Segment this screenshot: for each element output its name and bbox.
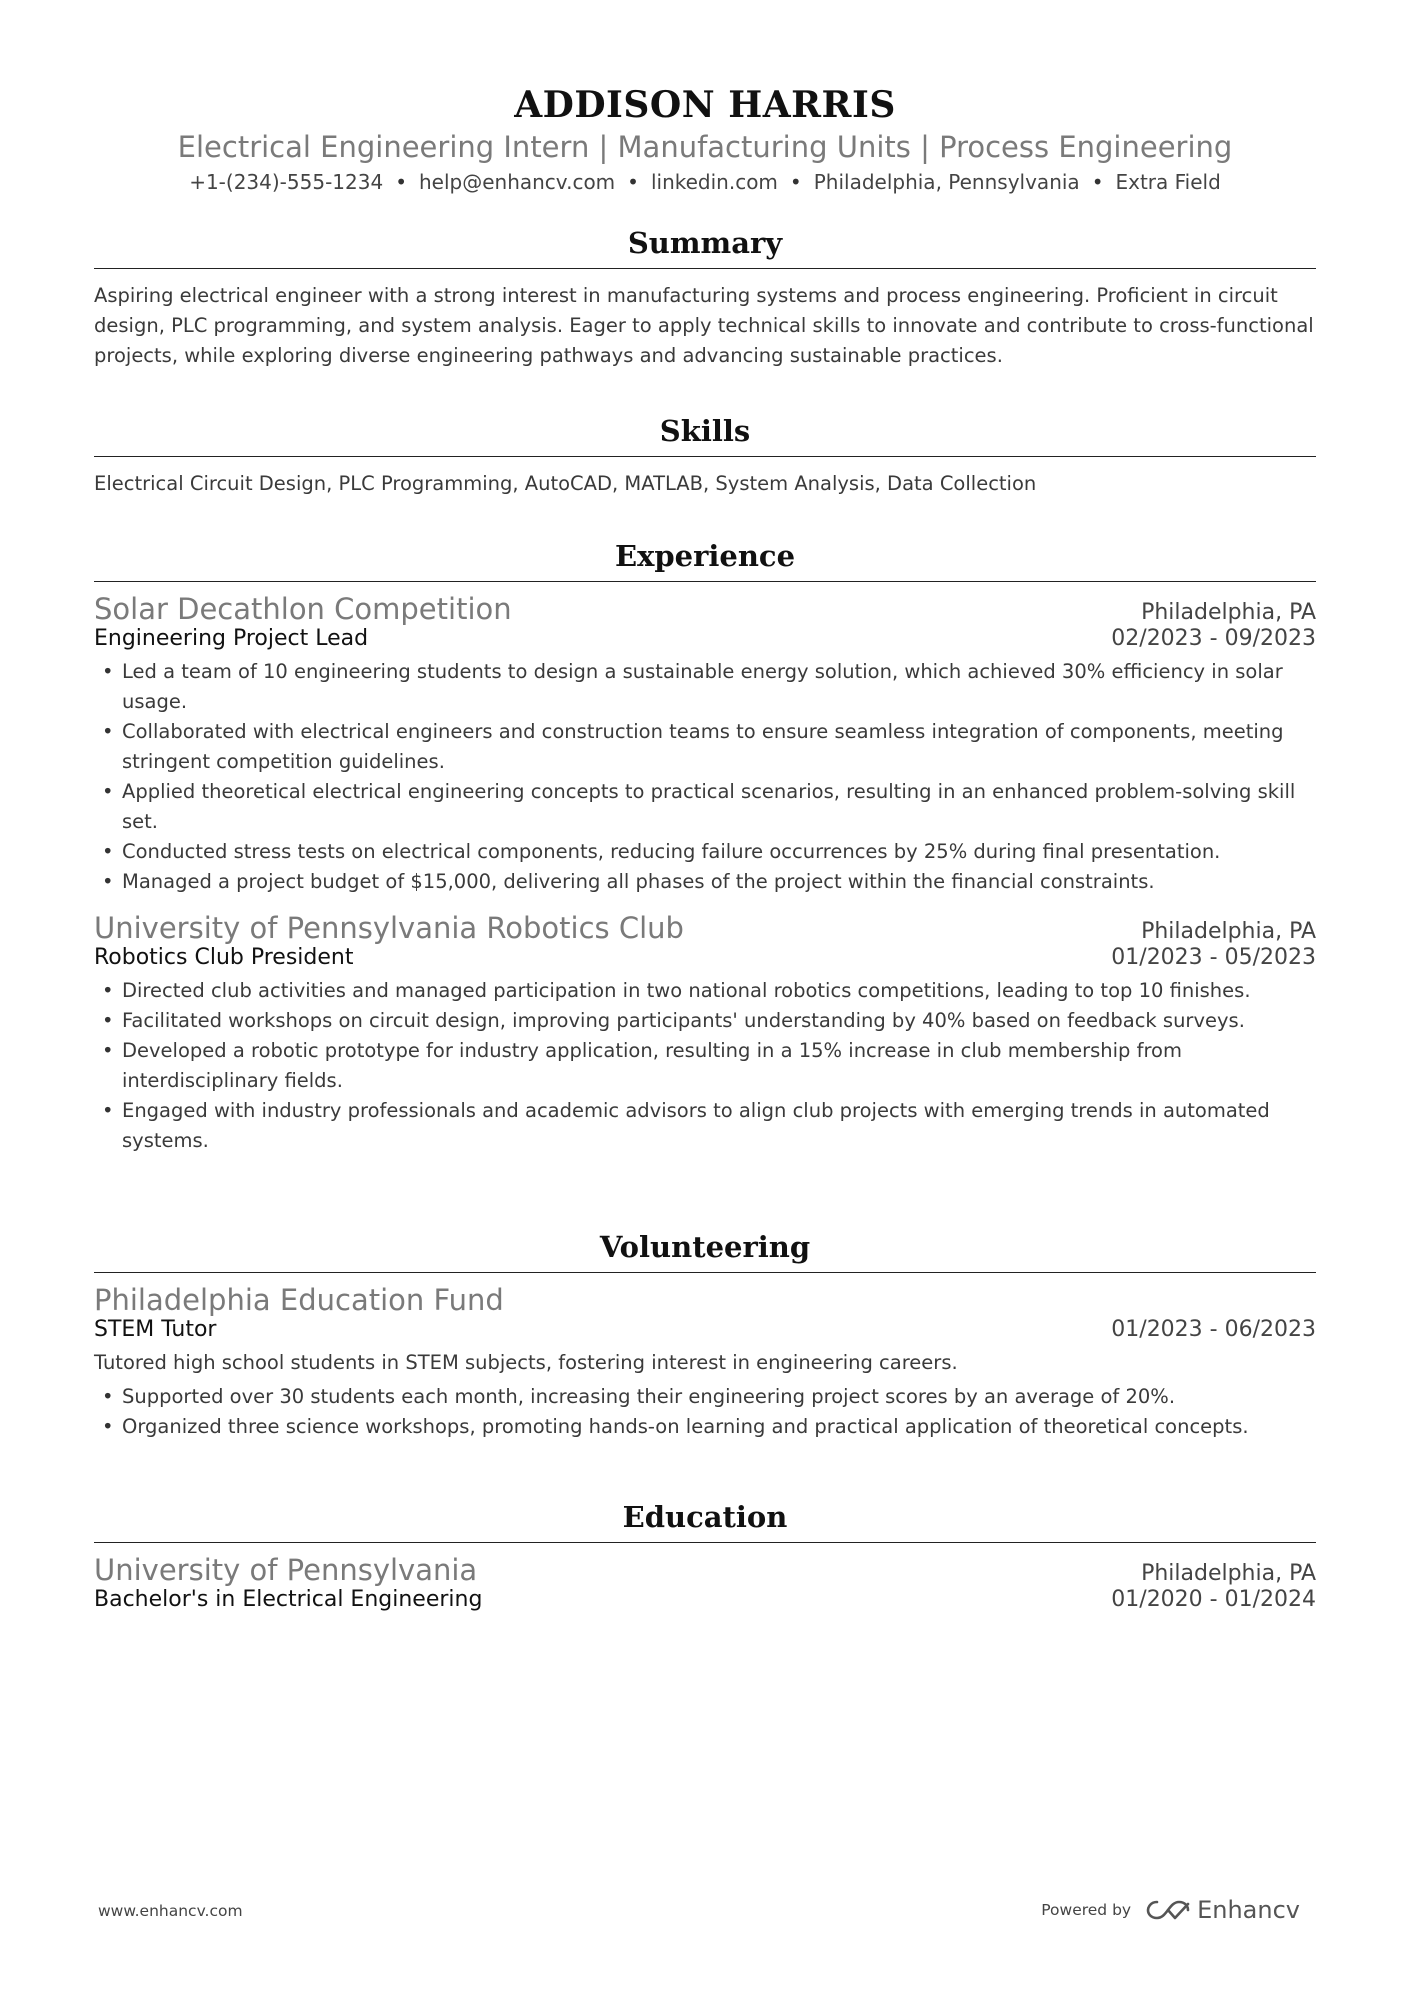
experience-section <box>94 539 1316 1156</box>
bullet-item: • Engaged with industry professionals and academic advisors to align club projects with emerging trends in automated systems. <box>94 1096 1316 1156</box>
entry-bullets <box>94 1382 1316 1442</box>
separator-dot: • <box>1091 170 1104 194</box>
bullet-item: • Facilitated workshops on circuit design, improving participants' understanding by 40% based on feedback surveys. <box>94 1006 1316 1036</box>
skills-text: Electrical Circuit Design, PLC Programming, AutoCAD, MATLAB, System Analysis, Data Collection <box>94 472 1037 495</box>
powered-by-label: Powered by <box>1041 1901 1132 1919</box>
education-section <box>94 1500 1316 1612</box>
skills-title: Skills <box>94 414 1316 457</box>
entry-role-row <box>94 945 1316 970</box>
contact-location: Philadelphia, Pennsylvania <box>813 170 1080 194</box>
enhancv-brand[interactable] <box>1145 1896 1300 1924</box>
bullet-item: • Organized three science workshops, promoting hands-on learning and practical application of theoretical concepts. <box>94 1412 1316 1442</box>
entry-location: Philadelphia, PA <box>1141 600 1316 625</box>
bullet-item: • Applied theoretical electrical engineering concepts to practical scenarios, resulting in an enhanced problem-solving skill set. <box>94 777 1316 837</box>
candidate-headline: Electrical Engineering Intern | Manufacturing Units | Process Engineering <box>177 130 1233 164</box>
entry-role-row <box>94 1317 1316 1342</box>
bullet-item: • Led a team of 10 engineering students to design a sustainable energy solution, which achieved 30% efficiency in solar usage. <box>94 657 1316 717</box>
brand-name: Enhancv <box>1197 1896 1300 1924</box>
entry-organization: University of Pennsylvania <box>94 1553 478 1587</box>
footer-branding <box>1041 1896 1300 1924</box>
volunteering-section <box>94 1230 1316 1442</box>
entry-organization: Solar Decathlon Competition <box>94 592 512 626</box>
education-title: Education <box>94 1500 1316 1543</box>
enhancv-logo-icon <box>1145 1898 1191 1922</box>
entry-header-row <box>94 592 1316 626</box>
summary-title: Summary <box>94 226 1316 269</box>
entry-dates: 02/2023 - 09/2023 <box>1111 626 1316 651</box>
bullet-item: • Collaborated with electrical engineers and construction teams to ensure seamless integration of components, meeting stringent competition guidelines. <box>94 717 1316 777</box>
summary-text: Aspiring electrical engineer with a strong interest in manufacturing systems and process engineering. Proficient in circuit design, PLC programming, and system analysis. Eager to apply technical skills to innovate and contribute to cross-functional projects, while exploring diverse engineering pathways and advancing sustainable practices. <box>94 284 1314 367</box>
entry-dates: 01/2020 - 01/2024 <box>1111 1587 1316 1612</box>
entry-description: Tutored high school students in STEM subjects, fostering interest in engineering careers. <box>94 1351 958 1374</box>
experience-title: Experience <box>94 539 1316 582</box>
entry-header-row <box>94 1283 1316 1317</box>
experience-entry <box>94 911 1316 1156</box>
bullet-item: • Directed club activities and managed participation in two national robotics competitions, leading to top 10 finishes. <box>94 976 1316 1006</box>
contact-extra-field: Extra Field <box>1115 170 1221 194</box>
summary-section <box>94 226 1316 371</box>
contact-line <box>94 170 1316 194</box>
entry-header-row <box>94 911 1316 945</box>
entry-role-row <box>94 1587 1316 1612</box>
entry-header-row <box>94 1553 1316 1587</box>
entry-bullets <box>94 976 1316 1156</box>
entry-location: Philadelphia, PA <box>1141 919 1316 944</box>
volunteering-entry <box>94 1283 1316 1442</box>
bullet-item: • Developed a robotic prototype for industry application, resulting in a 15% increase in club membership from interdisciplinary fields. <box>94 1036 1316 1096</box>
entry-role: Engineering Project Lead <box>94 626 369 651</box>
entry-role-row <box>94 626 1316 651</box>
contact-email: help@enhancv.com <box>418 170 616 194</box>
entry-bullets <box>94 657 1316 897</box>
entry-degree: Bachelor's in Electrical Engineering <box>94 1587 483 1612</box>
separator-dot: • <box>395 170 407 194</box>
education-entry <box>94 1553 1316 1612</box>
entry-dates: 01/2023 - 06/2023 <box>1111 1317 1316 1342</box>
bullet-item: • Managed a project budget of $15,000, delivering all phases of the project within the financial constraints. <box>94 867 1316 897</box>
entry-location: Philadelphia, PA <box>1141 1561 1316 1586</box>
bullet-item: • Supported over 30 students each month, increasing their engineering project scores by an average of 20%. <box>94 1382 1316 1412</box>
experience-entry <box>94 592 1316 897</box>
skills-section <box>94 414 1316 499</box>
volunteering-title: Volunteering <box>94 1230 1316 1273</box>
contact-phone: +1-(234)-555-1234 <box>189 170 384 194</box>
footer-website-link[interactable]: www.enhancv.com <box>98 1902 243 1920</box>
entry-organization: University of Pennsylvania Robotics Club <box>94 911 684 945</box>
candidate-name: ADDISON HARRIS <box>514 84 896 126</box>
entry-dates: 01/2023 - 05/2023 <box>1111 945 1316 970</box>
bullet-item: • Conducted stress tests on electrical components, reducing failure occurrences by 25% during final presentation. <box>94 837 1316 867</box>
separator-dot: • <box>627 170 639 194</box>
contact-linkedin: linkedin.com <box>650 170 778 194</box>
entry-organization: Philadelphia Education Fund <box>94 1283 504 1317</box>
separator-dot: • <box>789 170 802 194</box>
entry-role: STEM Tutor <box>94 1317 217 1342</box>
entry-role: Robotics Club President <box>94 945 354 970</box>
